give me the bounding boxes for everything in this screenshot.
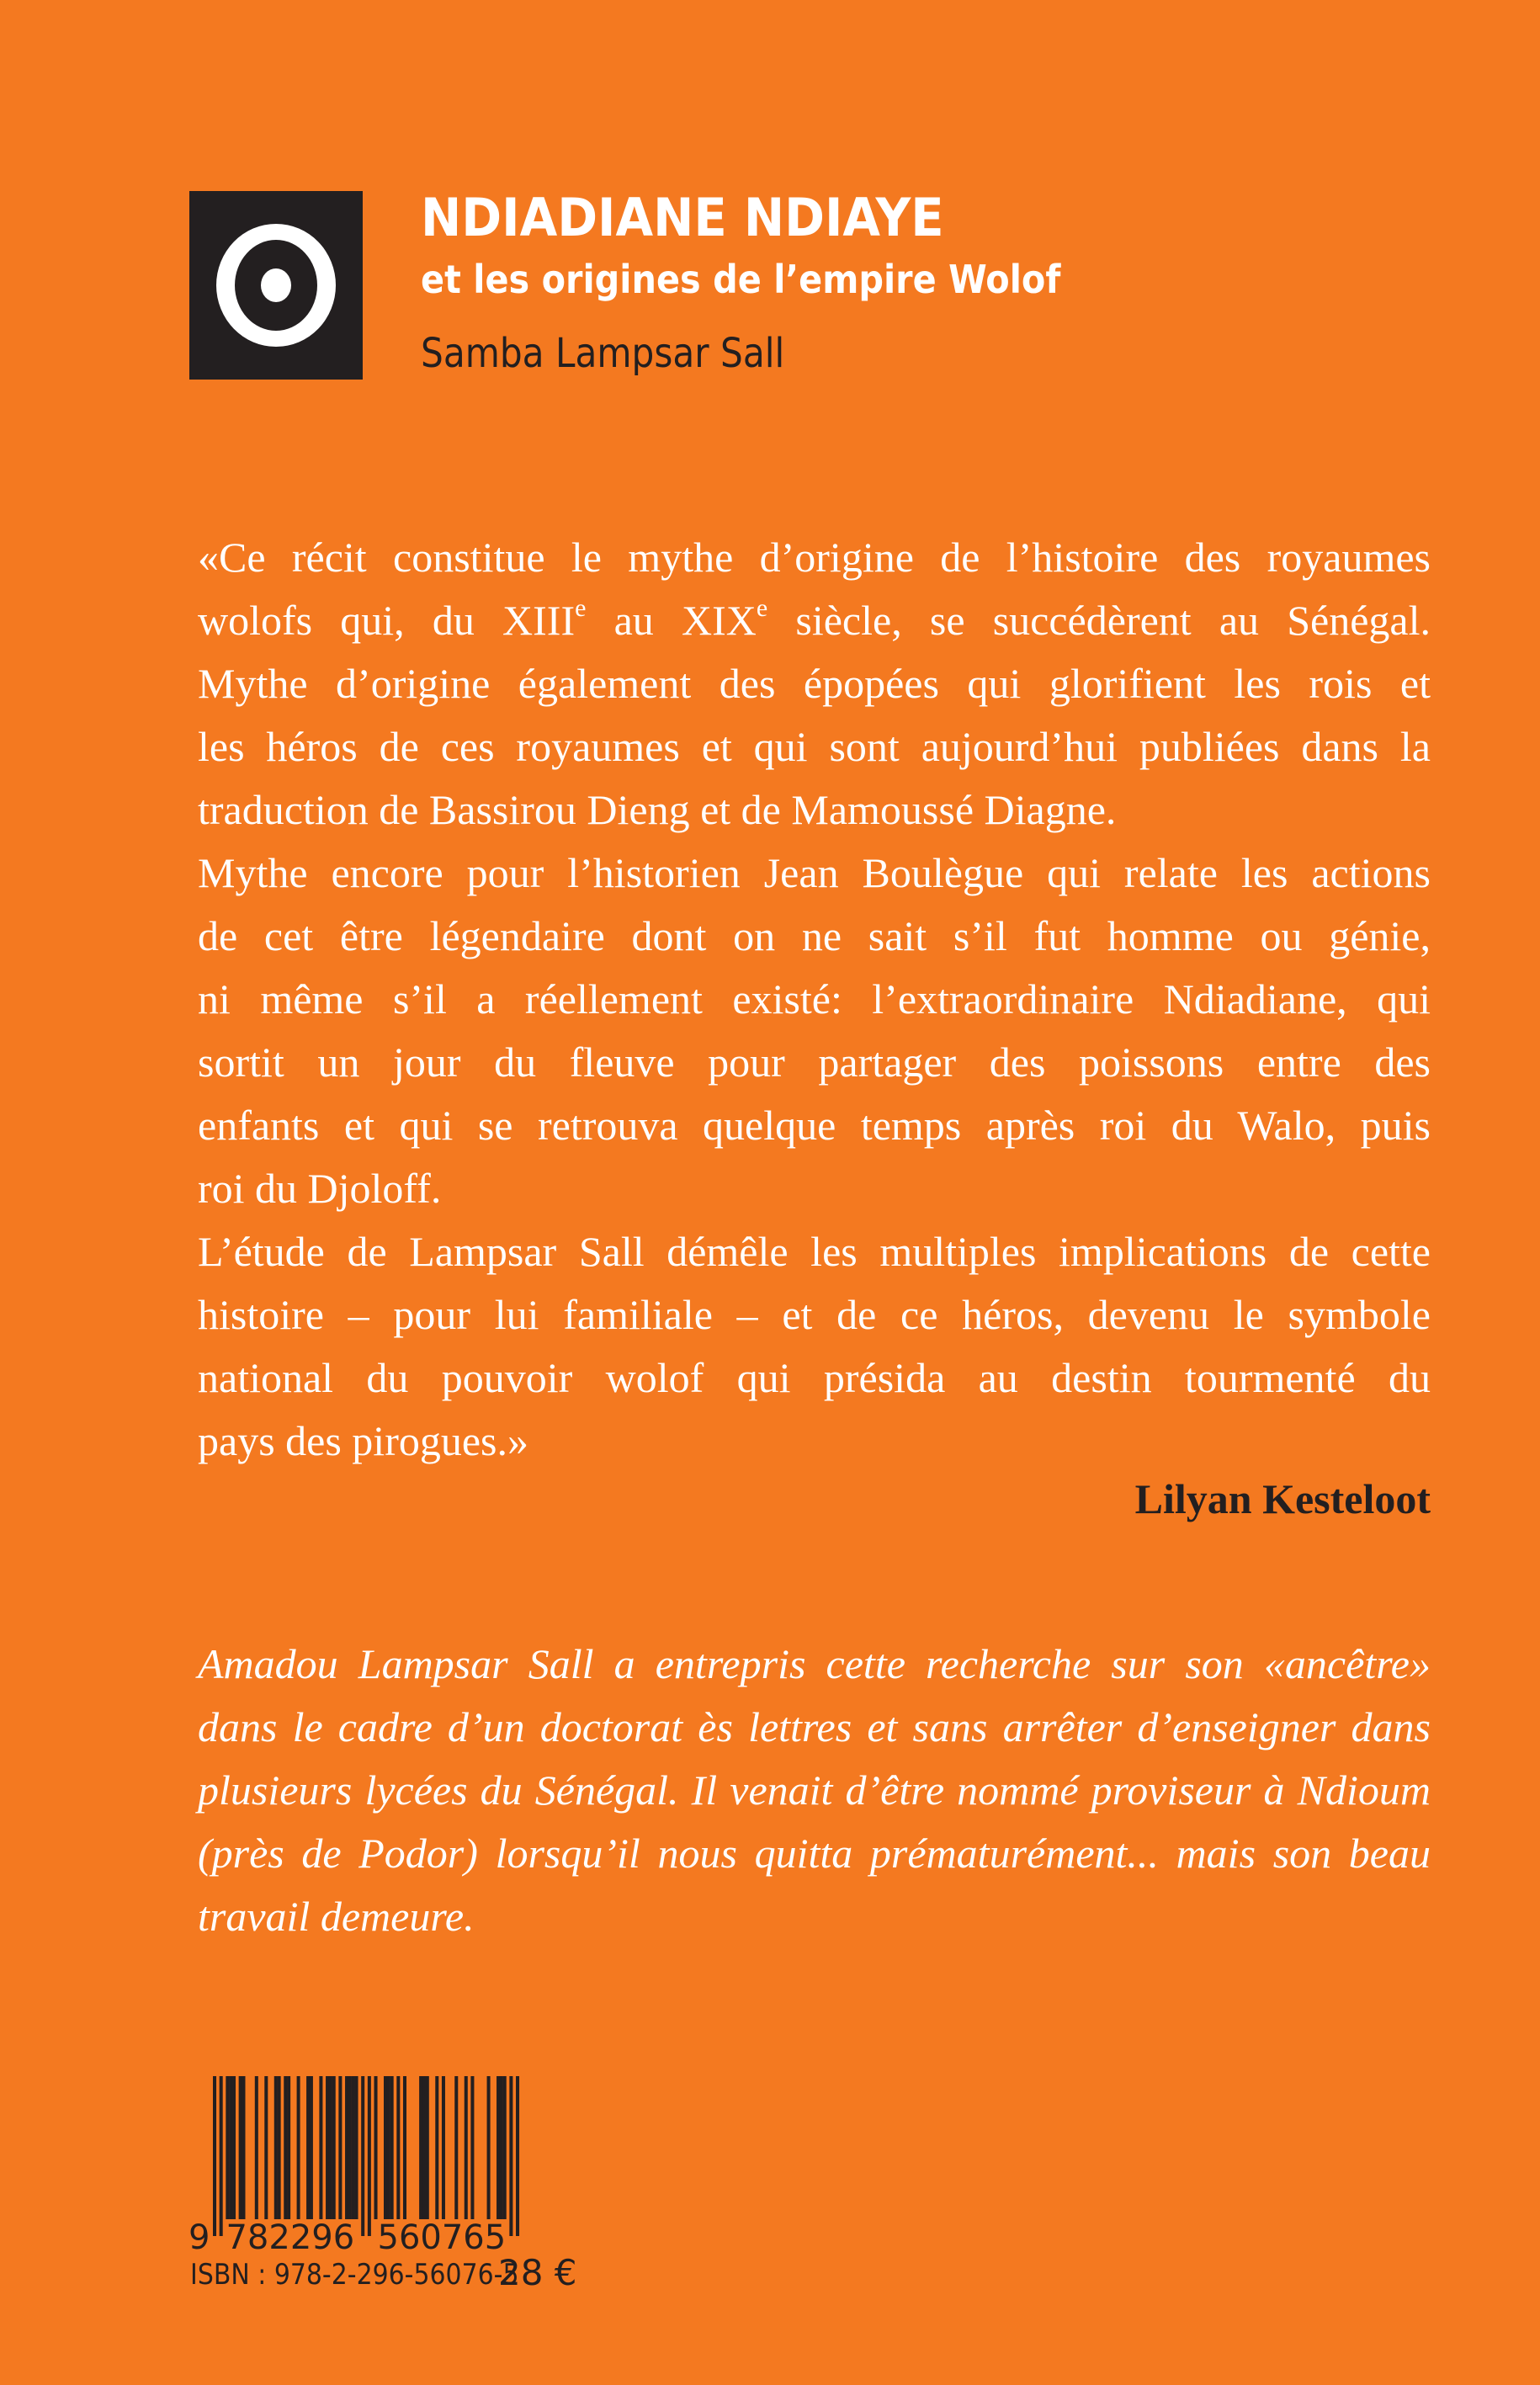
barcode-bar xyxy=(497,2076,500,2219)
barcode-bar xyxy=(310,2076,313,2219)
barcode-bar xyxy=(306,2076,310,2219)
barcode-digits: 560765 xyxy=(377,2218,507,2257)
quote-line: L’étude de Lampsar Sall démêle les multiples implications de cette xyxy=(198,1228,1431,1275)
barcode-bar xyxy=(500,2076,503,2219)
barcode-bar xyxy=(326,2076,329,2219)
barcode-bar xyxy=(487,2076,491,2219)
quote-line: enfants et qui se retrouva quelque temps après roi du Walo, puis xyxy=(198,1102,1431,1149)
barcode-bar xyxy=(297,2076,300,2219)
barcode-bar xyxy=(242,2076,245,2219)
quote-line: histoire – pour lui familiale – et de ce héros, devenu le symbole xyxy=(198,1291,1431,1338)
book-subtitle: et les origines de l’empire Wolof xyxy=(421,257,1061,302)
bio-line: travail demeure. xyxy=(198,1893,475,1940)
barcode-bar xyxy=(287,2076,290,2219)
target-ring-logo-icon xyxy=(189,191,363,380)
barcode-bar xyxy=(384,2076,387,2219)
quote-line: ni même s’il a réellement existé: l’extraordinaire Ndiadiane, qui xyxy=(198,975,1431,1023)
barcode-bar xyxy=(470,2076,474,2219)
barcode-bar xyxy=(435,2076,438,2219)
barcode-bar xyxy=(503,2076,507,2219)
barcode-bar xyxy=(226,2076,229,2219)
barcode-bar xyxy=(348,2076,352,2219)
quote-line: pays des pirogues.» xyxy=(198,1417,528,1464)
barcode-bar xyxy=(390,2076,394,2219)
barcode-bar xyxy=(239,2076,242,2219)
barcode-bar xyxy=(426,2076,429,2219)
barcode-bar xyxy=(352,2076,355,2219)
barcode-bar xyxy=(454,2076,458,2219)
barcode-digits: 9 xyxy=(189,2218,210,2257)
barcode-bar xyxy=(368,2076,371,2236)
quote-line: Mythe d’origine également des épopées qui glorifient les rois et xyxy=(198,660,1431,707)
author-bio xyxy=(198,1633,1431,1948)
isbn-label: ISBN : 978-2-296-56076-5 xyxy=(190,2258,519,2292)
quote-line: national du pouvoir wolof qui présida au destin tourmenté du xyxy=(198,1354,1431,1401)
quote-line: de cet être légendaire dont on ne sait s’il fut homme ou génie, xyxy=(198,912,1431,959)
barcode-bar xyxy=(387,2076,390,2219)
quote-line: «Ce récit constitue le mythe d’origine de l’histoire des royaumes xyxy=(198,534,1431,581)
barcode-bar xyxy=(264,2076,268,2219)
quote-line: traduction de Bassirou Dieng et de Mamoussé Diagne. xyxy=(198,786,1117,833)
barcode-bar xyxy=(345,2076,348,2219)
barcode-bar xyxy=(403,2076,406,2219)
barcode-bar xyxy=(361,2076,364,2236)
blurb-quote xyxy=(198,526,1431,1473)
barcode-bar xyxy=(355,2076,358,2219)
publisher-logo xyxy=(189,191,363,380)
barcode-bar xyxy=(396,2076,400,2219)
quote-line: sortit un jour du fleuve pour partager des poissons entre des xyxy=(198,1038,1431,1086)
bio-line: dans le cadre d’un doctorat ès lettres et sans arrêter d’enseigner dans xyxy=(198,1703,1431,1750)
barcode-bar xyxy=(329,2076,332,2219)
barcode-digits: 782296 xyxy=(226,2218,355,2257)
barcode-bar xyxy=(213,2076,216,2236)
bio-line: Amadou Lampsar Sall a entrepris cette recherche sur son «ancêtre» xyxy=(198,1640,1431,1687)
book-author: Samba Lampsar Sall xyxy=(421,330,785,377)
quote-line: wolofs qui, du XIIIe au XIXe siècle, se succédèrent au Sénégal. xyxy=(198,594,1431,644)
bio-line: plusieurs lycées du Sénégal. Il venait d’être nommé proviseur à Ndioum xyxy=(198,1766,1431,1814)
quote-line: Mythe encore pour l’historien Jean Boulègue qui relate les actions xyxy=(198,849,1431,896)
barcode-bar xyxy=(229,2076,232,2219)
quote-line: roi du Djoloff. xyxy=(198,1165,442,1212)
barcode-bar xyxy=(274,2076,278,2219)
barcode-bar xyxy=(509,2076,512,2236)
bio-line: (près de Podor) lorsqu’il nous quitta prématurément... mais son beau xyxy=(198,1830,1431,1877)
barcode-bar xyxy=(319,2076,322,2219)
barcode-bar xyxy=(422,2076,426,2219)
quote-line: les héros de ces royaumes et qui sont aujourd’hui publiées dans la xyxy=(198,723,1431,770)
barcode-bar xyxy=(278,2076,281,2219)
barcode-bar xyxy=(419,2076,422,2219)
barcode-bar xyxy=(374,2076,378,2219)
barcode-bar xyxy=(465,2076,468,2219)
barcode-bar xyxy=(220,2076,223,2236)
book-title: NDIADIANE NDIAYE xyxy=(421,187,944,248)
quote-signature: Lilyan Kesteloot xyxy=(1134,1475,1431,1522)
barcode-bar xyxy=(232,2076,236,2219)
barcode-bar xyxy=(284,2076,287,2219)
barcode-bar xyxy=(516,2076,519,2236)
barcode-bar xyxy=(332,2076,336,2219)
barcode-bar xyxy=(338,2076,342,2219)
barcode-bar xyxy=(442,2076,445,2219)
barcode-bar xyxy=(255,2076,258,2219)
price-label: 28 € xyxy=(498,2252,577,2293)
